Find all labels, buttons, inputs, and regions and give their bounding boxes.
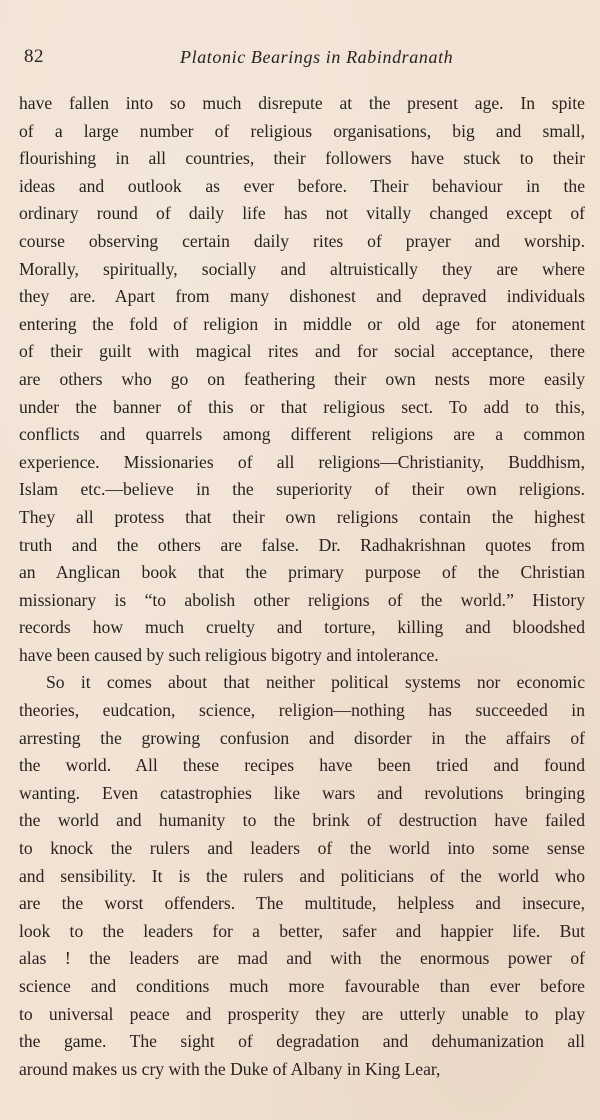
text-line: They all protess that their own religions contain the highest — [19, 506, 585, 527]
paragraph — [19, 90, 585, 669]
text-line: flourishing in all countries, their followers have stuck to their — [19, 148, 585, 169]
text-line: of a large number of religious organisations, big and small, — [19, 120, 585, 141]
text-line: to knock the rulers and leaders of the world into some sense — [19, 838, 585, 859]
text-line: arresting the growing confusion and disorder in the affairs of — [19, 727, 585, 748]
text-line: around makes us cry with the Duke of Albany in King Lear, — [19, 1058, 441, 1079]
text-line: the world. All these recipes have been tried and found — [19, 755, 585, 776]
text-line: experience. Missionaries of all religions—Christianity, Buddhism, — [19, 451, 585, 472]
text-line: are the worst offenders. The multitude, helpless and insecure, — [19, 893, 585, 914]
text-line: records how much cruelty and torture, killing and bloodshed — [19, 617, 585, 638]
text-line: of their guilt with magical rites and for social acceptance, there — [19, 341, 585, 362]
text-line: ordinary round of daily life has not vitally changed except of — [19, 203, 585, 224]
text-line: Morally, spiritually, socially and altruistically they are where — [19, 258, 585, 279]
text-line: entering the fold of religion in middle or old age for atonement — [19, 313, 585, 334]
print-smudge — [22, 4, 28, 12]
text-line: and sensibility. It is the rulers and politicians of the world who — [19, 865, 585, 886]
text-line: alas ! the leaders are mad and with the enormous power of — [19, 948, 585, 969]
text-line: are others who go on feathering their own nests more easily — [19, 368, 585, 389]
text-line: theories, eudcation, science, religion—nothing has succeeded in — [19, 700, 585, 721]
text-line: course observing certain daily rites of prayer and worship. — [19, 230, 585, 251]
text-line: science and conditions much more favourable than ever before — [19, 976, 585, 996]
text-line: ideas and outlook as ever before. Their behaviour in the — [19, 175, 585, 196]
text-line: under the banner of this or that religious sect. To add to this, — [19, 396, 585, 417]
text-line: have fallen into so much disrepute at the present age. In spite — [19, 93, 585, 113]
text-line: the game. The sight of degradation and dehumanization all — [19, 1031, 585, 1052]
page-number: 82 — [24, 46, 44, 67]
text-line: look to the leaders for a better, safer and happier life. But — [19, 920, 585, 941]
text-line: truth and the others are false. Dr. Radhakrishnan quotes from — [19, 534, 585, 555]
running-title: Platonic Bearings in Rabindranath — [180, 47, 454, 67]
body-text — [19, 90, 585, 1083]
text-line: the world and humanity to the brink of destruction have failed — [19, 810, 585, 831]
text-line: they are. Apart from many dishonest and depraved individuals — [19, 286, 585, 307]
text-line: wanting. Even catastrophies like wars and revolutions bringing — [19, 782, 585, 803]
text-line: So it comes about that neither political systems nor economic — [46, 672, 585, 693]
paragraph — [19, 669, 585, 1083]
text-line: an Anglican book that the primary purpose of the Christian — [19, 562, 585, 583]
text-line: Islam etc.—believe in the superiority of their own religions. — [19, 479, 585, 500]
text-line: missionary is “to abolish other religions of the world.” History — [19, 589, 585, 610]
page-header — [20, 46, 580, 76]
text-line: have been caused by such religious bigotry and intolerance. — [19, 644, 439, 665]
text-line: to universal peace and prosperity they are utterly unable to play — [19, 1003, 585, 1024]
text-line: conflicts and quarrels among different religions are a common — [19, 424, 585, 445]
